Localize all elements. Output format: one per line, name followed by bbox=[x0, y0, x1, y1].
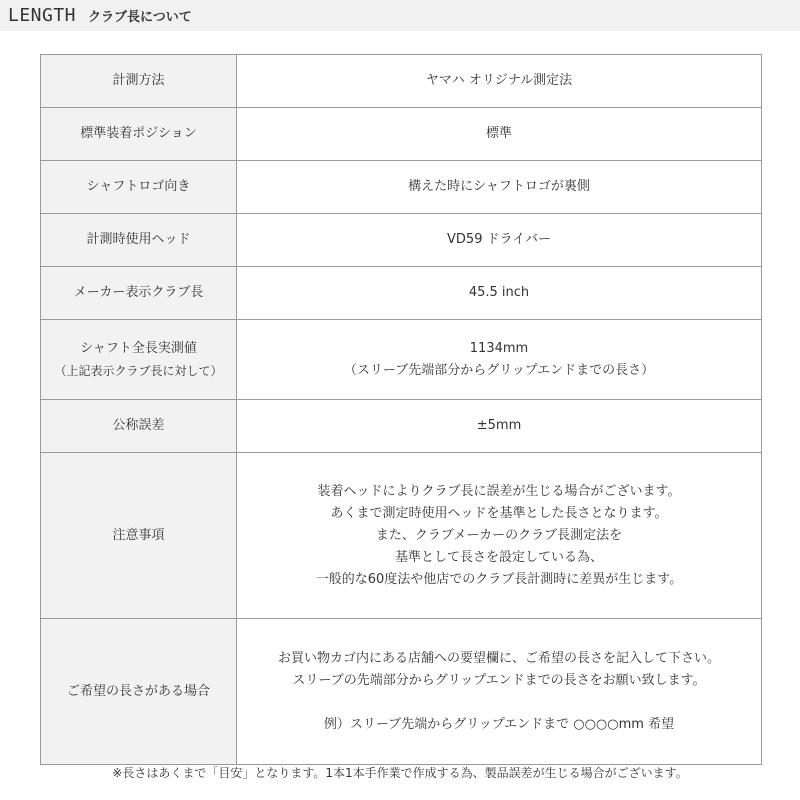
table-row bbox=[41, 55, 762, 108]
row-label-measurement-head: 計測時使用ヘッド bbox=[41, 214, 237, 267]
line-spacer bbox=[243, 692, 755, 714]
section-title-jp: クラブ長について bbox=[88, 10, 192, 25]
table-row bbox=[41, 453, 762, 619]
table-row bbox=[41, 267, 762, 320]
section-title-en: LENGTH bbox=[8, 5, 77, 26]
table-row bbox=[41, 161, 762, 214]
shaft-length-sublabel: （上記表示クラブ長に対して） bbox=[54, 363, 223, 378]
notes-line: 基準として長さを設定している為、 bbox=[394, 549, 603, 565]
row-value-notes bbox=[237, 453, 762, 619]
row-label-measurement-method: 計測方法 bbox=[41, 55, 237, 108]
row-label-shaft-length bbox=[41, 320, 237, 400]
shaft-length-note: （スリーブ先端部分からグリップエンドまでの長さ） bbox=[343, 362, 655, 378]
section-header bbox=[0, 0, 800, 31]
row-label-notes: 注意事項 bbox=[41, 453, 237, 619]
desired-length-line: お買い物カゴ内にある店舗への要望欄に、ご希望の長さを記入して下さい。 bbox=[277, 650, 720, 666]
row-value-shaft-length bbox=[237, 320, 762, 400]
table-row bbox=[41, 320, 762, 400]
footnote: ※長さはあくまで「目安」となります。1本1本手作業で作成する為、製品誤差が生じる場合がございます。 bbox=[112, 766, 688, 780]
table-row bbox=[41, 400, 762, 453]
desired-length-example: 例）スリーブ先端からグリップエンドまで ○○○○mm 希望 bbox=[323, 716, 675, 732]
row-value-measurement-method: ヤマハ オリジナル測定法 bbox=[237, 55, 762, 108]
row-label-shaft-logo: シャフトロゴ向き bbox=[41, 161, 237, 214]
row-value-maker-club-length: 45.5 inch bbox=[237, 267, 762, 320]
table-row bbox=[41, 619, 762, 765]
desired-length-line: スリーブの先端部分からグリップエンドまでの長さをお願い致します。 bbox=[292, 672, 706, 688]
row-label-maker-club-length: メーカー表示クラブ長 bbox=[41, 267, 237, 320]
notes-line: あくまで測定時使用ヘッドを基準とした長さとなります。 bbox=[330, 505, 668, 521]
row-value-shaft-logo: 構えた時にシャフトロゴが裏側 bbox=[237, 161, 762, 214]
row-value-tolerance: ±5mm bbox=[237, 400, 762, 453]
row-value-desired-length bbox=[237, 619, 762, 765]
row-label-desired-length: ご希望の長さがある場合 bbox=[41, 619, 237, 765]
row-label-standard-position: 標準装着ポジション bbox=[41, 108, 237, 161]
notes-line: 一般的な60度法や他店でのクラブ長計測時に差異が生じます。 bbox=[315, 571, 683, 587]
row-value-standard-position: 標準 bbox=[237, 108, 762, 161]
notes-line: 装着ヘッドによりクラブ長に誤差が生じる場合がございます。 bbox=[317, 483, 681, 499]
row-label-tolerance: 公称誤差 bbox=[41, 400, 237, 453]
row-value-measurement-head: VD59 ドライバー bbox=[237, 214, 762, 267]
shaft-length-value: 1134mm bbox=[469, 340, 529, 356]
table-row bbox=[41, 214, 762, 267]
table-row bbox=[41, 108, 762, 161]
notes-line: また、クラブメーカーのクラブ長測定法を bbox=[375, 527, 623, 543]
shaft-length-label: シャフト全長実測値 bbox=[80, 340, 197, 356]
club-length-spec-table bbox=[40, 54, 762, 765]
